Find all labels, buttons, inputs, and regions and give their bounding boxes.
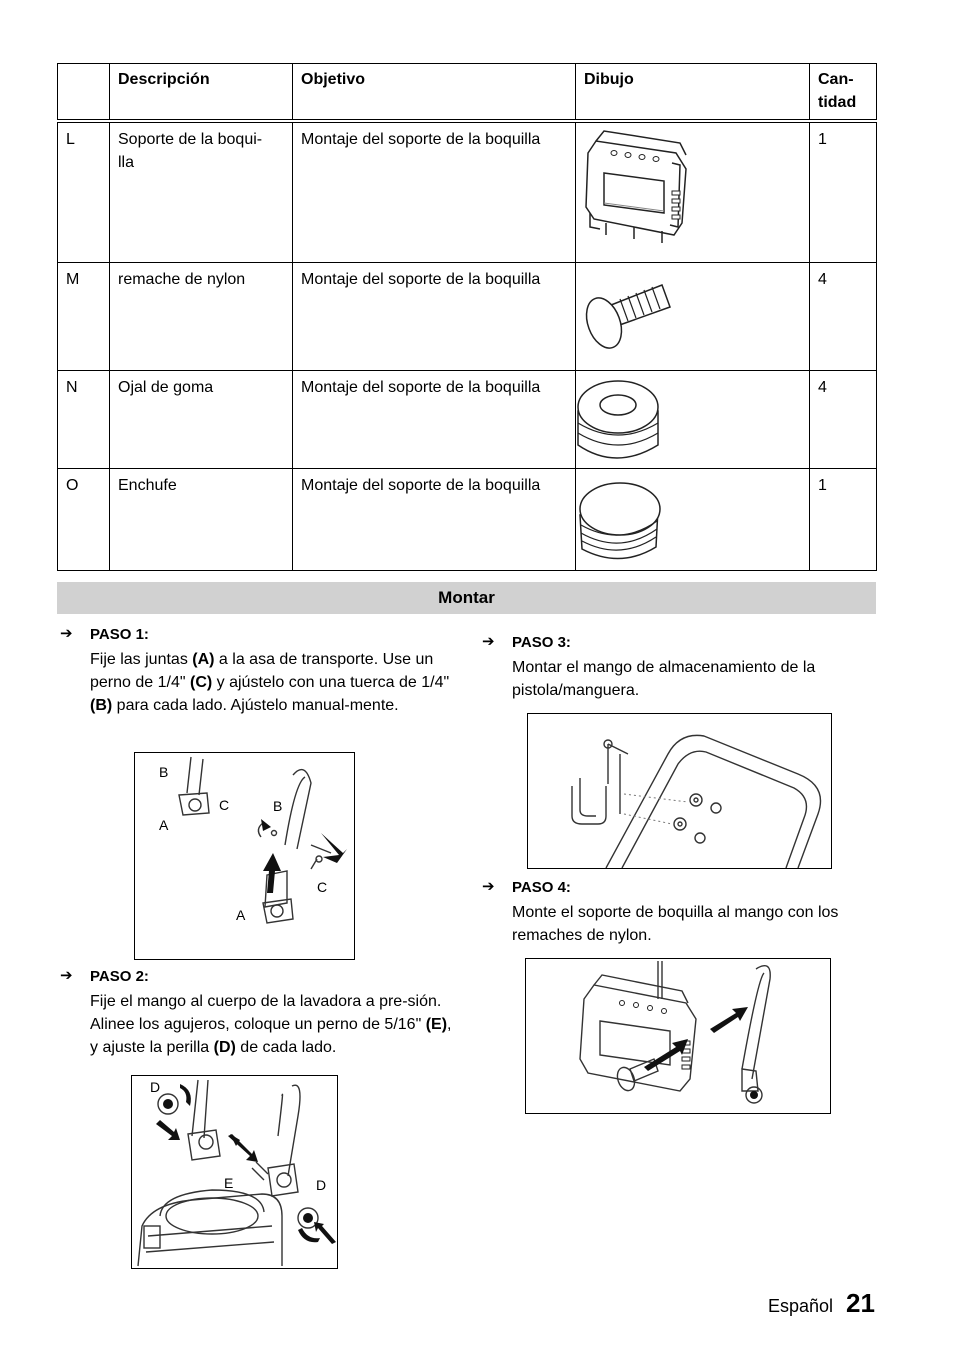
part-quantity: 4 xyxy=(810,370,877,468)
arrow-right-icon: ➔ xyxy=(482,878,495,895)
part-description: Ojal de goma xyxy=(110,370,293,468)
arrow-right-icon: ➔ xyxy=(482,633,495,650)
step-1-text: Fije las juntas (A) a la asa de transporte. Use un perno de 1/4" (C) y ajústelo con una tuerca de 1/4" (B) para cada lado. Ajústelo manual-mente. xyxy=(90,651,450,714)
part-id: L xyxy=(58,121,110,262)
label-a: A xyxy=(236,907,246,923)
part-drawing xyxy=(576,370,810,468)
part-id: O xyxy=(58,468,110,570)
header-quantity: Can- tidad xyxy=(810,64,877,122)
part-id: M xyxy=(58,262,110,370)
table-row xyxy=(58,262,877,370)
footer-language: Español xyxy=(768,1296,834,1316)
part-drawing xyxy=(576,121,810,262)
page-number: 21 xyxy=(846,1288,875,1318)
label-e: E xyxy=(224,1175,234,1191)
part-drawing xyxy=(576,262,810,370)
table-row xyxy=(58,468,877,570)
nylon-rivet-icon xyxy=(576,263,808,368)
arrow-right-icon: ➔ xyxy=(60,625,73,642)
label-c: C xyxy=(317,879,328,895)
step-1-title: PASO 1: xyxy=(90,626,149,643)
part-objective: Montaje del soporte de la boquilla xyxy=(293,121,576,262)
parts-table xyxy=(57,63,877,571)
part-objective: Montaje del soporte de la boquilla xyxy=(293,468,576,570)
part-description: Soporte de la boqui- lla xyxy=(110,121,293,262)
part-quantity: 1 xyxy=(810,468,877,570)
step-3-text: Montar el mango de almacenamiento de la pistola/manguera. xyxy=(512,659,816,699)
step-3-title: PASO 3: xyxy=(512,634,571,651)
label-a: A xyxy=(159,817,169,833)
rubber-grommet-icon xyxy=(576,371,808,467)
table-row xyxy=(58,370,877,468)
step-4-title: PASO 4: xyxy=(512,879,571,896)
table-row xyxy=(58,121,877,262)
part-id: N xyxy=(58,370,110,468)
table-header-row xyxy=(58,64,877,122)
step-4-text: Monte el soporte de boquilla al mango con los remaches de nylon. xyxy=(512,904,839,944)
part-description: remache de nylon xyxy=(110,262,293,370)
label-d: D xyxy=(150,1079,161,1095)
label-b: B xyxy=(273,798,283,814)
step-2-title: PASO 2: xyxy=(90,968,149,985)
header-description: Descripción xyxy=(110,64,293,122)
label-d: D xyxy=(316,1177,327,1193)
step-2-text: Fije el mango al cuerpo de la lavadora a pre-sión. Alinee los agujeros, coloque un perno de 5/16" (E), y ajuste la perilla (D) de cada lado. xyxy=(90,993,452,1056)
header-objective: Objetivo xyxy=(293,64,576,122)
plug-icon xyxy=(576,469,808,569)
label-b: B xyxy=(159,764,169,780)
part-quantity: 1 xyxy=(810,121,877,262)
part-description: Enchufe xyxy=(110,468,293,570)
part-objective: Montaje del soporte de la boquilla xyxy=(293,370,576,468)
part-drawing xyxy=(576,468,810,570)
header-drawing: Dibujo xyxy=(576,64,810,122)
step-3-figure xyxy=(527,713,832,869)
label-c: C xyxy=(219,797,230,813)
nozzle-holder-icon xyxy=(576,123,808,261)
step-2-figure xyxy=(131,1075,338,1269)
part-objective: Montaje del soporte de la boquilla xyxy=(293,262,576,370)
step-4-figure xyxy=(525,958,831,1114)
section-title: Montar xyxy=(57,582,876,614)
step-1-figure xyxy=(134,752,355,960)
header-id xyxy=(58,64,110,122)
part-quantity: 4 xyxy=(810,262,877,370)
arrow-right-icon: ➔ xyxy=(60,967,73,984)
